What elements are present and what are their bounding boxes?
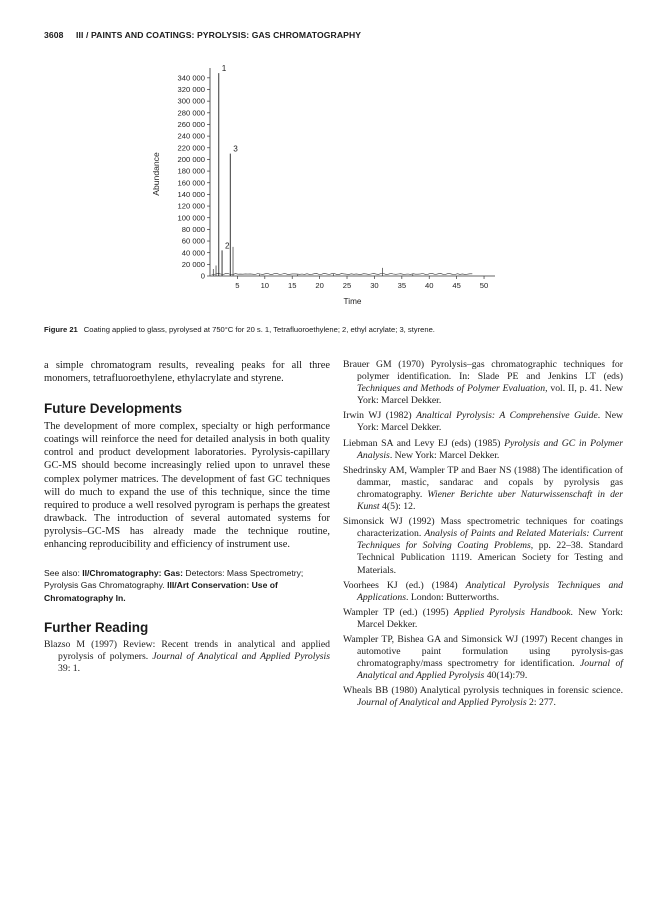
y-tick-label: 80 000 xyxy=(181,224,205,234)
x-tick-label: 20 xyxy=(315,281,324,290)
x-tick-label: 50 xyxy=(479,281,489,290)
future-developments-paragraph: The development of more complex, specialty or high performance coatings will reinforce the need for detailed analysis in both quality control and product development laboratories. Pyrolysis-capillary GC-MS should become increasingly relied upon to unravel these complex polymer matrices. The development of fast GC techniques will do much to expand the use of this technique, since the time required to produce a well resolved pyrogram is perhaps the greatest drawback. The introduction of several automated systems for pyrolysis–GC-MS has already made the technique routine, enhancing reproducibility and efficiency of instrument use. xyxy=(44,421,330,551)
figure-caption xyxy=(44,325,624,334)
reference-text: Shedrinsky AM, Wampler TP and Baer NS (1988) The identification of dammar, mastic, sandarac and copals by pyrolysis gas chromatography. xyxy=(343,464,623,500)
reference-text: Blazso M (1997) Review: Recent trends in analytical and applied pyrolysis of polymers. xyxy=(44,639,330,663)
reference-citation: . New York: Marcel Dekker. xyxy=(357,410,623,434)
reference-title: Analtical Pyrolysis: A Comprehensive Guide xyxy=(416,410,598,422)
reference-citation: 4(5): 12. xyxy=(379,501,416,513)
y-tick-label: 120 000 xyxy=(177,201,205,211)
right-column xyxy=(343,359,623,713)
reference-citation: . New York: Marcel Dekker. xyxy=(357,606,623,630)
chromatogram-chart xyxy=(150,58,510,310)
peak-label: 1 xyxy=(221,64,227,74)
reference-item xyxy=(343,465,623,513)
reference-title: Pyrolysis and GC in Polymer Analysis xyxy=(357,437,623,461)
y-tick-label: 280 000 xyxy=(177,108,205,118)
reference-citation: 39: 1. xyxy=(58,663,81,675)
y-axis-title: Abundance xyxy=(151,152,161,196)
reference-item xyxy=(343,410,623,434)
reference-item xyxy=(343,359,623,407)
y-tick-label: 340 000 xyxy=(177,73,205,83)
reference-citation: 40(14):79. xyxy=(484,670,528,682)
see-also-prefix: See also: xyxy=(44,568,83,579)
y-tick-label: 220 000 xyxy=(177,143,205,153)
reference-title: Journal of Analytical and Applied Pyrolysis xyxy=(357,697,527,709)
x-tick-label: 30 xyxy=(370,281,379,290)
see-also xyxy=(44,567,330,604)
reference-text: Brauer GM (1970) Pyrolysis–gas chromatographic techniques for polymer identification. In: Slade PE and Jenkins LT (eds) xyxy=(343,359,623,383)
x-axis-title: Time xyxy=(343,297,362,306)
reference-text: Wampler TP, Bishea GA and Simonsick WJ (1997) Recent changes in automotive paint formulation using pyrolysis-gas chromatography/mass spectrometry for identification. xyxy=(343,633,623,670)
intro-paragraph: a simple chromatogram results, revealing peaks for all three monomers, tetrafluoroethylene, ethylacrylate and styrene. xyxy=(44,360,330,385)
peak-label: 3 xyxy=(233,144,238,154)
reference-item xyxy=(343,438,623,462)
see-also-link-detectors[interactable]: Detectors: Mass Spectrometry; Pyrolysis Gas Chromatography. xyxy=(44,568,304,591)
x-tick-label: 45 xyxy=(452,281,461,290)
reference-journal: Journal of Analytical and Applied Pyrolysis xyxy=(152,651,330,663)
running-title: III / PAINTS AND COATINGS: PYROLYSIS: GAS CHROMATOGRAPHY xyxy=(76,30,362,40)
reference-title: Applied Pyrolysis Handbook xyxy=(453,606,571,618)
figure-label: Figure 21 xyxy=(44,325,78,334)
x-tick-label: 35 xyxy=(397,281,407,290)
y-tick-label: 160 000 xyxy=(177,178,205,188)
baseline-trace xyxy=(212,273,473,274)
y-tick-label: 180 000 xyxy=(177,166,205,176)
x-tick-label: 5 xyxy=(235,281,240,290)
chromatogram-svg xyxy=(150,58,510,310)
y-tick-label: 140 000 xyxy=(177,190,205,199)
reference-title: Journal of Analytical and Applied Pyrolysis xyxy=(357,658,623,682)
y-tick-label: 20 000 xyxy=(181,259,205,269)
reference-text: Liebman SA and Levy EJ (eds) (1985) xyxy=(343,437,505,449)
reference-text: Irwin WJ (1982) xyxy=(343,410,417,422)
running-header xyxy=(44,30,624,40)
reference-text: Simonsick WJ (1992) Mass spectrometric techniques for coatings characterization. xyxy=(343,516,623,540)
see-also-link-chromatography[interactable]: II/Chromatography: Gas: xyxy=(82,568,183,579)
reference-item xyxy=(343,634,623,682)
y-tick-label: 200 000 xyxy=(177,155,205,165)
y-tick-label: 60 000 xyxy=(181,236,205,246)
page-number: 3608 xyxy=(44,30,64,40)
reference-title: Analysis of Paints and Related Materials: Current Techniques for Solving Coating Problems, xyxy=(357,528,623,552)
y-tick-label: 0 xyxy=(200,271,205,281)
further-reading-heading: Further Reading xyxy=(44,620,149,636)
reference-text: Wheals BB (1980) Analytical pyrolysis techniques in forensic science. xyxy=(343,685,623,697)
left-column xyxy=(44,359,330,678)
y-tick-label: 240 000 xyxy=(177,131,205,141)
reference-citation: 2: 277. xyxy=(526,697,556,709)
x-tick-label: 10 xyxy=(260,281,270,290)
x-tick-label: 25 xyxy=(342,281,352,290)
reference-citation: . London: Butterworths. xyxy=(405,591,500,603)
y-tick-label: 300 000 xyxy=(177,96,205,106)
reference-text: Voorhees KJ (ed.) (1984) xyxy=(343,579,466,591)
see-also-link-art-conservation[interactable]: III/Art Conservation: Use of Chromatography In. xyxy=(44,580,278,603)
future-developments-heading: Future Developments xyxy=(44,401,183,417)
reference-item xyxy=(343,685,623,709)
peak-label: 2 xyxy=(225,241,230,251)
reference-item xyxy=(343,607,623,631)
reference-title: Analytical Pyrolysis Techniques and Applications xyxy=(357,579,623,603)
reference-item xyxy=(343,580,623,604)
reference-citation: pp. 22–38. Standard Technical Publication 1119. American Society for Testing and Materials. xyxy=(357,540,624,576)
reference-text: Wampler TP (ed.) (1995) xyxy=(343,606,454,618)
y-tick-label: 260 000 xyxy=(177,120,205,130)
y-tick-label: 320 000 xyxy=(177,85,205,95)
reference-citation: , vol. II, p. 41. New York: Marcel Dekker. xyxy=(357,383,623,407)
reference-citation: . New York: Marcel Dekker. xyxy=(389,449,500,461)
reference-title: Techniques and Methods of Polymer Evaluation xyxy=(357,383,546,395)
x-tick-label: 40 xyxy=(425,281,434,290)
y-tick-label: 40 000 xyxy=(181,248,205,258)
x-tick-label: 15 xyxy=(287,281,297,290)
y-tick-label: 100 000 xyxy=(177,213,205,223)
figure-caption-text: Coating applied to glass, pyrolysed at 750°C for 20 s. 1, Tetrafluoroethylene; 2, ethyl acrylate; 3, styrene. xyxy=(83,325,435,334)
reference-item xyxy=(343,516,623,576)
reference-title: Wiener Berichte uber Naturwissenschaft in der Kunst xyxy=(357,488,623,513)
reference-item xyxy=(44,639,330,675)
